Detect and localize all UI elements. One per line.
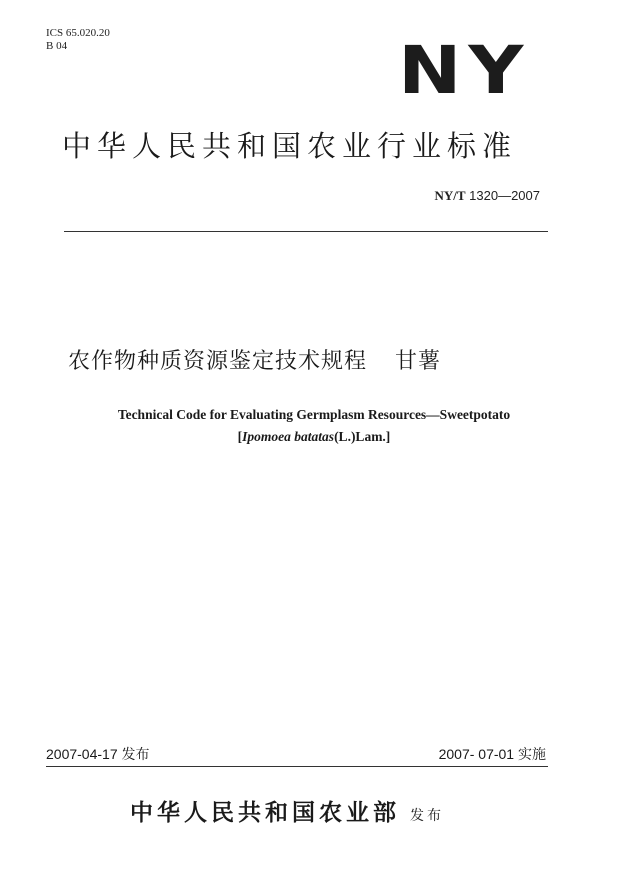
class-code: B 04 [46,40,68,52]
latin-bracket-open: [ [237,429,243,444]
industry-standard-title: 中华人民共和国农业行业标准 [62,129,518,163]
chinese-title [68,347,568,377]
chinese-title-sub: 甘薯 [395,349,442,374]
header-divider [64,231,548,232]
standard-code: 1320—2007 [469,188,540,203]
english-title-line1: Technical Code for Evaluating Germplasm Resources—Sweetpotato [117,407,511,422]
standard-prefix: NY/T [434,188,466,203]
standard-number [434,188,540,204]
issue-date: 2007-04-17 发布 [46,746,150,762]
ny-logo: NY [398,32,531,109]
publisher-action: 发布 [410,808,444,824]
implementation-date: 2007- 07-01 实施 [438,746,546,762]
english-title-line2 [0,427,628,447]
publisher [130,794,444,827]
latin-name: Ipomoea batatas [242,429,335,444]
classification-codes [46,27,110,53]
footer-divider [46,766,548,767]
latin-authority: (L.)Lam.] [334,429,391,444]
chinese-title-main: 农作物种质资源鉴定技术规程 [68,349,368,374]
ics-code: ICS 65.020.20 [46,27,110,39]
publisher-organization: 中华人民共和国农业部 [130,799,400,826]
